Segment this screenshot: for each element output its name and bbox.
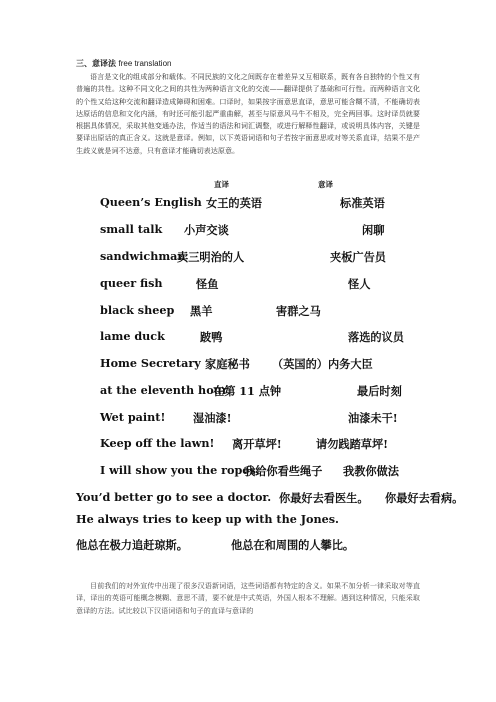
example-literal: 小声交谈	[184, 223, 229, 237]
example-literal: 家庭秘书	[205, 357, 250, 371]
example-literal: 你最好去看医生。	[279, 491, 369, 505]
example-en: black sheep	[100, 303, 175, 317]
example-free: 夹板广告员	[330, 250, 386, 264]
section-heading	[76, 58, 171, 69]
example-en: small talk	[100, 222, 163, 236]
example-en: I will show you the ropes.	[100, 463, 260, 477]
example-free: 我教你做法	[343, 464, 399, 478]
example-en: at the eleventh hour	[100, 383, 228, 397]
section-heading-cn: 三、意译法	[76, 59, 116, 68]
example-free: 标准英语	[340, 196, 385, 210]
example-en: He always tries to keep up with the Jones.	[76, 512, 339, 526]
example-free: 油漆未干!	[348, 411, 398, 425]
example-en: sandwichman	[100, 249, 186, 263]
section-heading-en: free translation	[118, 59, 172, 68]
example-literal: 怪鱼	[196, 277, 219, 291]
example-literal: 在第 11 点钟	[213, 384, 282, 398]
example-free: 你最好去看病。	[385, 491, 464, 505]
example-free: 闲聊	[362, 223, 385, 237]
example-free: 落选的议员	[348, 330, 404, 344]
example-literal: 湿油漆!	[193, 411, 232, 425]
example-free: 最后时刻	[357, 384, 402, 398]
example-free: 怪人	[348, 277, 371, 291]
example-en: queer fish	[100, 276, 163, 290]
example-en: lame duck	[100, 329, 165, 343]
example-en: Home Secretary	[100, 356, 201, 370]
example-free: 请勿践踏草坪!	[316, 437, 389, 451]
example-free: 他总在和周围的人攀比。	[231, 538, 355, 552]
example-literal: 黑羊	[190, 304, 213, 318]
column-header-literal: 直译	[214, 180, 229, 189]
example-en: Keep off the lawn!	[100, 436, 215, 450]
intro-paragraph: 语言是文化的组成部分和载体。不同民族的文化之间既存在着差异又互相联系，既有各自独特的个性又有普遍的共性。这种不同文化之间的共性为两种语言文化的交流——翻译提供了基础和可行性。而两种语言文化的个性又给这种交流和翻译造成障碍和困难。口译时，如果按字面意思直译，意思可能含糊不清，不能确切表达原话的信息和文化内涵，有时还可能引起严重曲解，甚至与原意风马牛不相及，完全两回事。这时译员就要根据具体情况，采取其他变通办法，作适当的语法和词汇调整，或进行解释性翻译，或说明具体内容，关键是要译出原话的真正含义。这就是意译。例如，以下英语词语和句子若按字面意思或对等关系直译，结果不是产生歧义就是词不达意，只有意译才能确切表达原意。	[76, 72, 420, 155]
example-en: You’d better go to see a doctor.	[76, 490, 272, 504]
example-literal: 我给你看些绳子	[244, 464, 323, 478]
example-free: 害群之马	[276, 304, 321, 318]
body-paragraph: 目前我们的对外宣传中出现了很多汉语新词语，这些词语都有特定的含义。如果不加分析一律采取对等直译，译出的英语可能概念模糊、意思不清，要不就是中式英语，外国人根本不理解。遇到这种情况，只能采取意译的方法。试比较以下汉语词语和句子的直译与意译的	[76, 581, 420, 615]
example-en: Wet paint!	[100, 410, 166, 424]
example-literal: 女王的英语	[206, 196, 262, 210]
example-en: Queen’s English	[100, 195, 202, 209]
example-literal: 卖三明治的人	[177, 250, 245, 264]
column-header-free: 意译	[318, 180, 333, 189]
example-literal: 跛鸭	[200, 330, 223, 344]
example-literal: 他总在极力追赶琼斯。	[76, 538, 188, 552]
example-literal: 离开草坪!	[232, 437, 282, 451]
example-free: （英国的）内务大臣	[272, 357, 373, 371]
